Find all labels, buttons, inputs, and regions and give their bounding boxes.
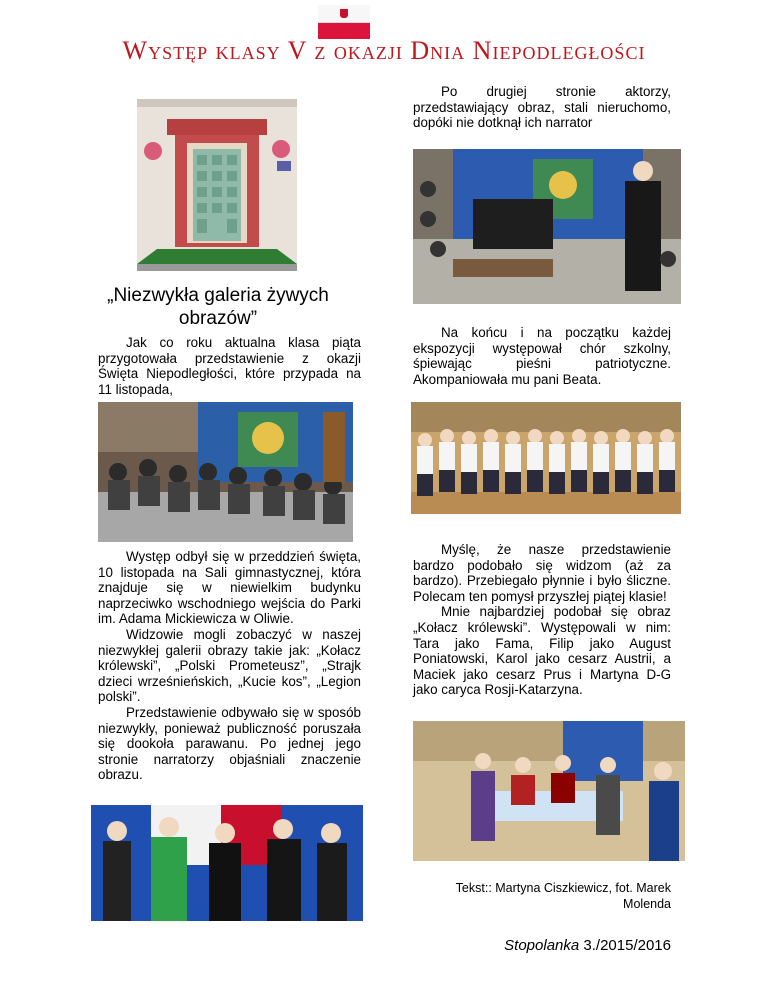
photo-audience [98, 402, 353, 542]
paragraph-format: Przedstawienie odbywało się w sposób niezwykły, ponieważ publiczność poruszała się dookoła parawanu. Po jednej jego stronie narratorzy objaśniali znaczenie obrazu. [98, 704, 361, 783]
right-column-text-3 [413, 542, 671, 698]
right-column-text-2 [413, 325, 671, 387]
photo-choir [411, 402, 681, 514]
photo-stage [413, 149, 681, 304]
issue-number: 3./2015/2016 [579, 937, 671, 954]
paragraph-performance: Występ odbył się w przeddzień święta, 10 listopada na Sali gimnastycznej, która znajduje się w niewielkim budynku naprzeciwko wschodniego wejścia do Parki im. Adama Mickiewicza w Oliwie. [98, 549, 361, 627]
photo-kolacz [413, 721, 685, 861]
magazine-issue [413, 937, 671, 954]
photo-actors [91, 805, 363, 921]
credits [413, 880, 671, 912]
right-column-text-1 [413, 84, 671, 131]
intro-text: Jak co roku aktualna klasa piąta przygotowała przedstawienie z okazji Święta Niepodległości, które przypada na 11 listopada, [98, 335, 361, 397]
article-heading: „Niezwykła galeria żywych obrazów” [107, 285, 329, 329]
paragraph-choir: Na końcu i na początku każdej ekspozycji występował chór szkolny, śpiewając pieśni patriotyczne. Akompaniowała mu pani Beata. [413, 325, 671, 387]
paragraph-opinion: Myślę, że nasze przedstawienie bardzo podobało się widzom (aż za bardzo). Przebiegało płynnie i było śliczne. Polecam ten pomysł przyszłej piątej klasie! [413, 542, 671, 604]
credits-line-1: Tekst:: Martyna Ciszkiewicz, fot. Marek [455, 881, 671, 895]
page-title: Występ klasy V z okazji Dnia Niepodległości [122, 36, 646, 65]
paragraph-gallery: Widzowie mogli zobaczyć w naszej niezwykłej galerii obrazy takie jak: „Kołacz królewski”, „Polski Prometeusz”, „Strajk dzieci wrześnieńskich, „Kucie kos”, „Legion polski”. [98, 626, 361, 705]
paragraph-actors: Po drugiej stronie aktorzy, przedstawiający obraz, stali nieruchomo, dopóki nie dotknął ich narrator [413, 84, 671, 131]
intro-paragraph [98, 335, 361, 397]
photo-door [137, 99, 297, 271]
paragraph-favorite: Mnie najbardziej podobał się obraz „Kołacz królewski”. Występowali w nim: Tara jako Fama, Filip jako August Poniatowski, Karol jako cesarz Austrii, a Maciek jako cesarz Prus i Martyna D-G jako caryca Rosji-Katarzyna. [413, 604, 671, 698]
polish-flag-icon [318, 5, 370, 39]
credits-line-2: Molenda [623, 897, 671, 911]
left-column-text [98, 549, 361, 783]
magazine-name: Stopolanka [504, 937, 580, 954]
